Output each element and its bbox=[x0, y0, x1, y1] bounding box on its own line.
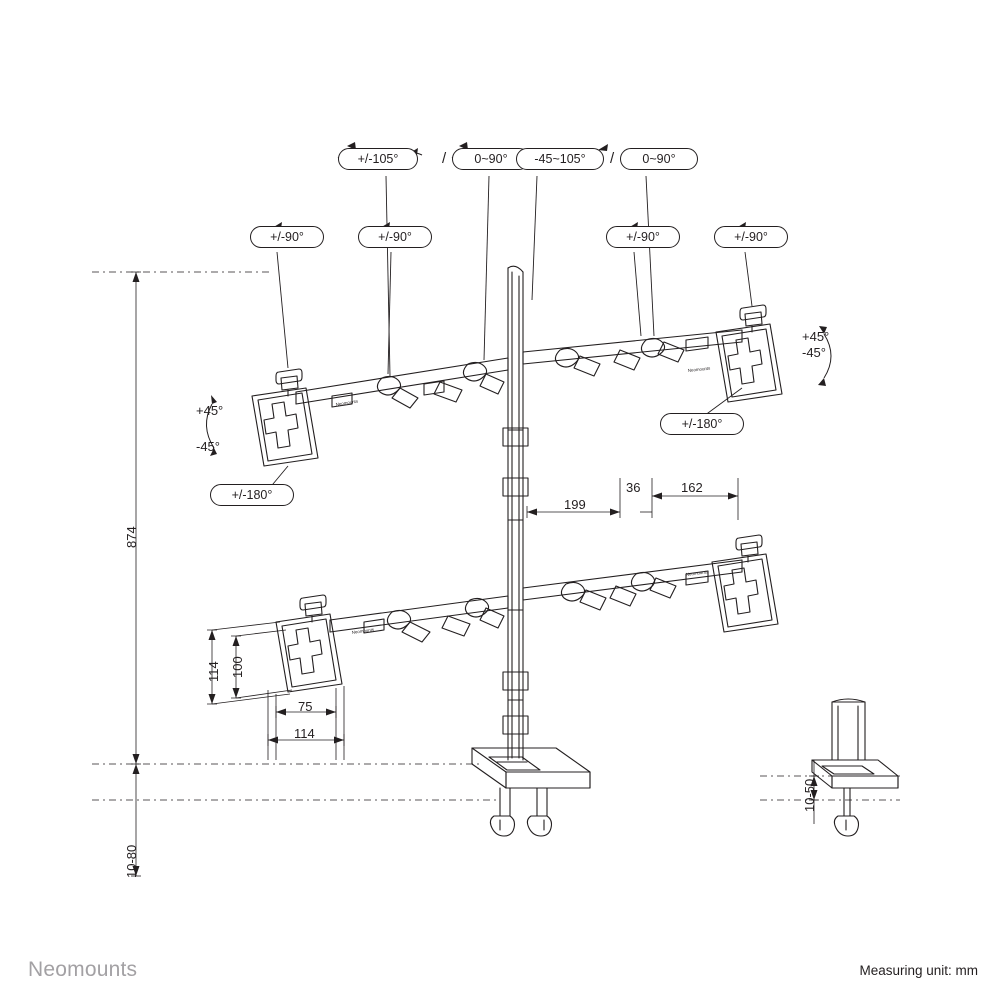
dimension-label-100-vertical: 100 bbox=[230, 656, 245, 678]
callout-label: +/-105° bbox=[357, 152, 399, 166]
callout-label: 0~90° bbox=[474, 152, 508, 166]
svg-text:Neomounts: Neomounts bbox=[335, 398, 359, 407]
dimension-label-874: 874 bbox=[124, 526, 139, 548]
callout-label: +/-90° bbox=[270, 230, 304, 244]
extension-lines bbox=[92, 272, 900, 800]
callout-swivel-arm-3 bbox=[606, 226, 680, 248]
vesa-head-bottom-right bbox=[712, 535, 778, 632]
measuring-unit-note: Measuring unit: mm bbox=[859, 963, 978, 978]
dimension-label-36: 36 bbox=[626, 480, 641, 495]
label-tilt-down-left: -45° bbox=[196, 439, 220, 454]
callout-label: +/-180° bbox=[681, 417, 723, 431]
dimension-label-162: 162 bbox=[681, 480, 703, 495]
label-tilt-up-right: +45° bbox=[802, 329, 830, 344]
vesa-head-top-right bbox=[716, 305, 782, 402]
grommet-mount-detail bbox=[812, 699, 898, 836]
svg-text:Neomounts: Neomounts bbox=[685, 569, 709, 577]
vesa-head-bottom-left bbox=[276, 595, 342, 692]
callout-rotate-top-right bbox=[620, 148, 698, 170]
dimension-label-10-80: 10-80 bbox=[124, 844, 139, 878]
desk-clamp-base bbox=[472, 748, 590, 836]
callout-rotation-left bbox=[210, 484, 294, 506]
svg-text:Neomounts: Neomounts bbox=[351, 626, 375, 635]
callout-tilt-top-left bbox=[338, 148, 418, 170]
callout-label: +/-90° bbox=[626, 230, 660, 244]
brand-logo-text: Neomounts bbox=[28, 958, 138, 981]
callout-label: +/-90° bbox=[734, 230, 768, 244]
callout-swivel-arm-1 bbox=[250, 226, 324, 248]
callout-label: +/-90° bbox=[378, 230, 412, 244]
label-tilt-up-left: +45° bbox=[196, 403, 224, 418]
dimension-label-10-50: 10-50 bbox=[802, 778, 817, 812]
callout-separator-1: / bbox=[442, 150, 447, 167]
vesa-head-top-left bbox=[252, 369, 318, 466]
dimension-label-114-vertical: 114 bbox=[206, 661, 221, 682]
center-pole bbox=[503, 266, 528, 760]
callout-tilt-top-right bbox=[516, 148, 604, 170]
callout-swivel-arm-2 bbox=[358, 226, 432, 248]
dimension-label-114-horizontal: 114 bbox=[294, 726, 315, 741]
callout-separator-2: / bbox=[610, 150, 615, 167]
label-tilt-down-right: -45° bbox=[802, 345, 826, 360]
callout-swivel-arm-4 bbox=[714, 226, 788, 248]
callout-leader-lines bbox=[258, 176, 752, 502]
dimension-label-199: 199 bbox=[564, 497, 586, 512]
callout-label: +/-180° bbox=[231, 488, 273, 502]
lower-arm-assembly bbox=[330, 560, 742, 642]
callout-label: -45~105° bbox=[534, 152, 586, 166]
callout-label: 0~90° bbox=[642, 152, 676, 166]
dimension-label-75: 75 bbox=[298, 699, 313, 714]
callout-rotation-right bbox=[660, 413, 744, 435]
svg-text:Neomounts: Neomounts bbox=[687, 365, 711, 373]
